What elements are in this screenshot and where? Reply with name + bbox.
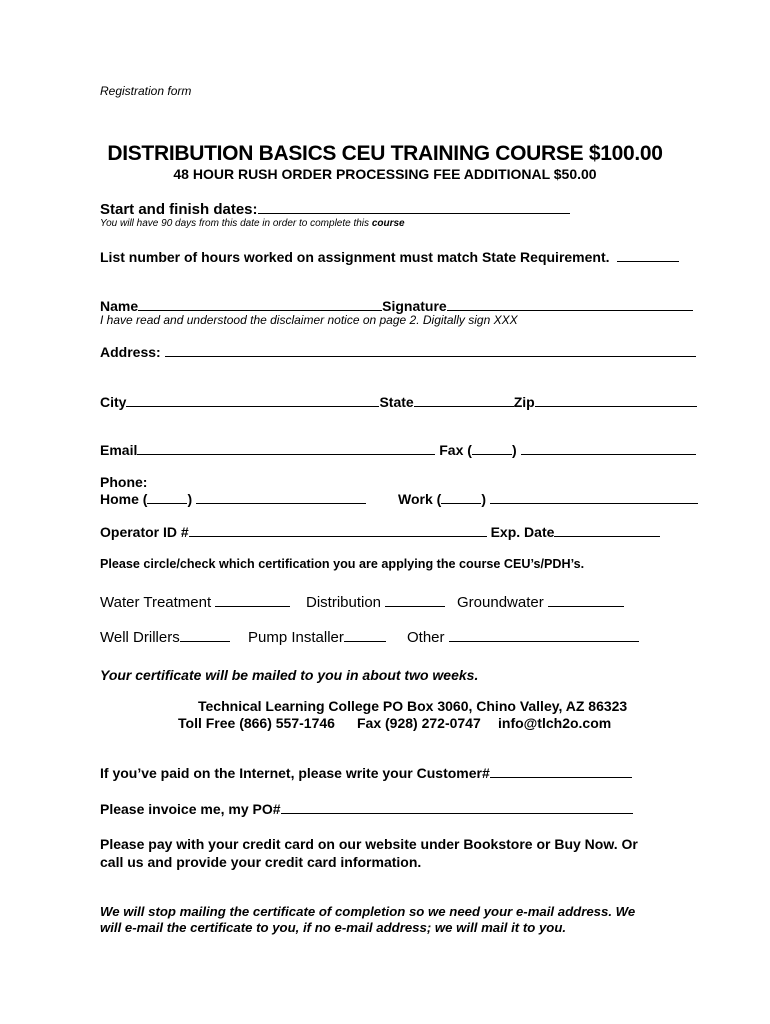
hours-label: List number of hours worked on assignment must match State Requirement. [100,249,610,265]
fax-field[interactable] [521,441,696,455]
name-signature-row [100,297,693,314]
pump-installer-check[interactable] [344,628,386,642]
name-label: Name [100,298,139,314]
other-field[interactable] [449,628,639,642]
page-subtitle: 48 HOUR RUSH ORDER PROCESSING FEE ADDITIONAL $50.00 [173,166,597,182]
zip-field[interactable] [535,393,697,407]
contact-address: Technical Learning College PO Box 3060, Chino Valley, AZ 86323 [198,698,628,714]
signature-label: Signature [382,298,447,314]
home-phone-field[interactable] [196,490,366,504]
invoice-label: Please invoice me, my PO# [100,801,281,817]
water-treatment-check[interactable] [215,593,290,607]
work-phone-field[interactable] [490,490,698,504]
invoice-field[interactable] [281,800,633,814]
distribution-check[interactable] [385,593,445,607]
well-drillers-check[interactable] [180,628,230,642]
contact-email: info@tlch2o.com [498,715,612,731]
operator-field[interactable] [189,523,487,537]
work-area-code[interactable] [441,490,481,504]
exp-field[interactable] [554,523,660,537]
phone-row: Home ( ) [100,490,366,507]
address-field[interactable] [165,343,696,357]
hours-field[interactable] [617,248,679,262]
pay-line-1: Please pay with your credit card on our website under Bookstore or Buy Now. Or [100,836,638,852]
cert-well-drillers: Well Drillers [100,628,230,646]
email-field[interactable] [137,441,435,455]
page-title: DISTRIBUTION BASICS CEU TRAINING COURSE $100.00 [107,142,663,165]
signature-note: I have read and understood the disclaimer notice on page 2. Digitally sign XXX [100,313,518,327]
footer-line-2: will e-mail the certificate to you, if no e-mail address; we will mail it to you. [100,920,567,935]
mail-note: Your certificate will be mailed to you in about two weeks. [100,667,479,683]
hours-row [100,248,679,265]
state-field[interactable] [414,393,514,407]
cert-groundwater: Groundwater [457,593,624,611]
city-state-zip-row [100,393,697,410]
email-fax-row: Email Fax ( ) [100,441,696,458]
exp-label: Exp. Date [490,524,555,540]
pay-line-2: call us and provide your credit card information. [100,854,422,870]
dates-field[interactable] [258,200,570,214]
cert-distribution: Distribution [306,593,445,611]
home-label: Home ( [100,491,148,507]
contact-fax: Fax (928) 272-0747 [357,715,481,731]
customer-label: If you’ve paid on the Internet, please write your Customer# [100,765,490,781]
work-label: Work ( [398,491,442,507]
city-field[interactable] [126,393,379,407]
state-label: State [379,394,414,410]
fax-area-code[interactable] [472,441,512,455]
signature-field[interactable] [447,297,693,311]
zip-label: Zip [513,394,535,410]
city-label: City [100,394,127,410]
cert-pump-installer: Pump Installer [248,628,386,646]
dates-note: You will have 90 days from this date in order to complete this course [100,218,405,229]
address-row [100,343,696,360]
customer-field[interactable] [490,764,632,778]
address-label: Address: [100,344,161,360]
dates-row [100,200,570,218]
form-label: Registration form [100,84,192,98]
footer-line-1: We will stop mailing the certificate of completion so we need your e-mail address. We [100,904,636,919]
contact-tollfree: Toll Free (866) 557-1746 [178,715,335,731]
email-label: Email [100,442,138,458]
fax-label: Fax ( [439,442,472,458]
invoice-row [100,800,633,817]
operator-label: Operator ID # [100,524,189,540]
dates-label: Start and finish dates: [100,201,258,218]
cert-water-treatment: Water Treatment [100,593,290,611]
phone-label: Phone: [100,474,148,490]
name-field[interactable] [138,297,382,311]
operator-row [100,523,660,540]
cert-prompt: Please circle/check which certification you are applying the course CEU’s/PDH’s. [100,557,585,571]
groundwater-check[interactable] [548,593,624,607]
customer-row [100,764,632,781]
home-area-code[interactable] [147,490,187,504]
work-phone-row: Work ( ) [398,490,698,507]
cert-other: Other [407,628,639,646]
